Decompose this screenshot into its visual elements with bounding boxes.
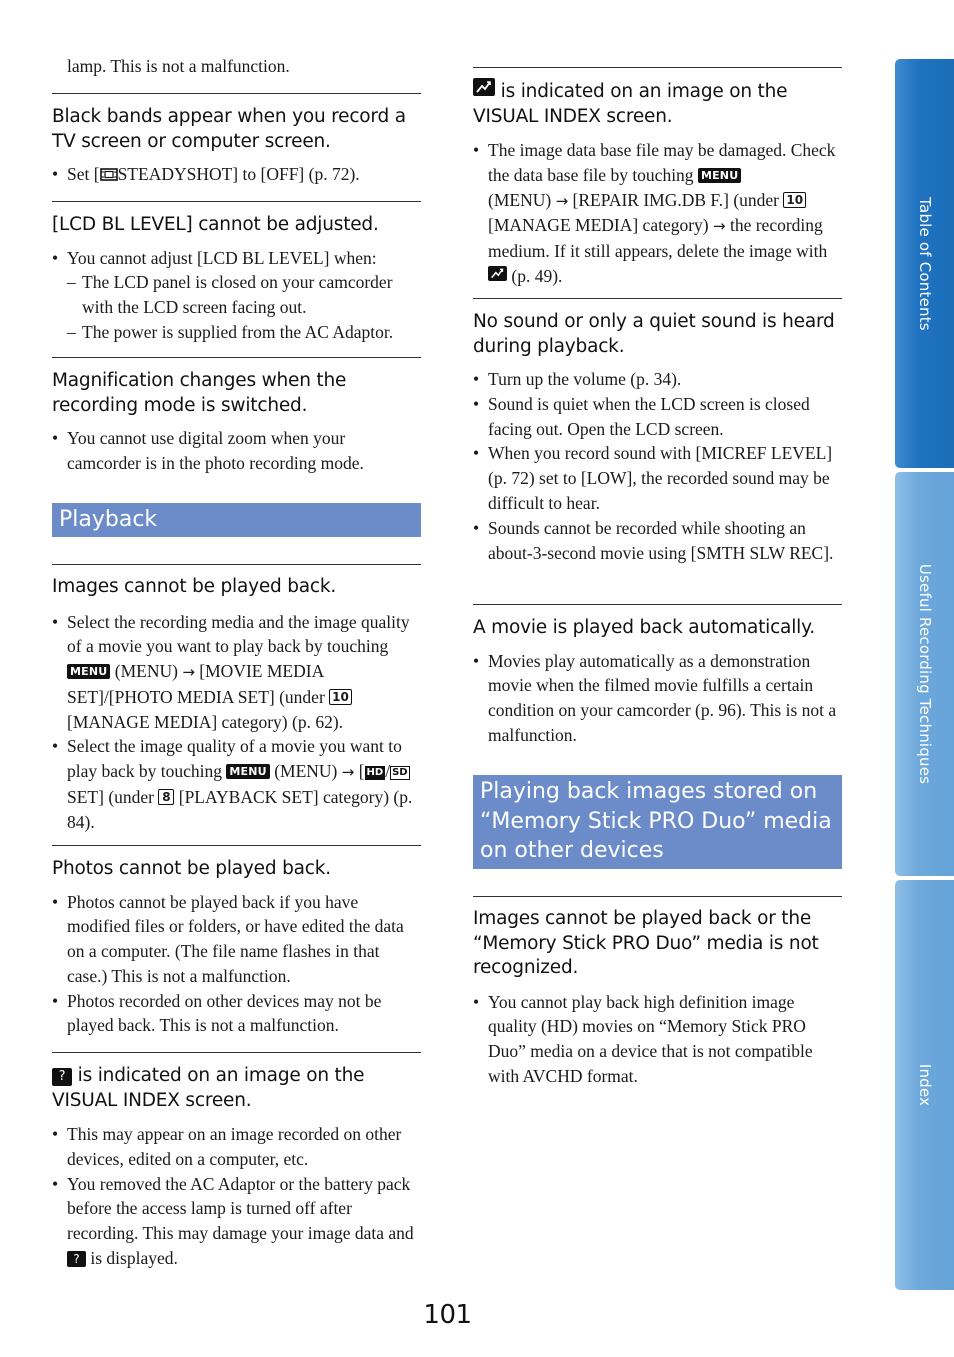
- section-heading: Images cannot be played back.: [52, 576, 337, 597]
- section-images-cannot-play: [52, 564, 421, 835]
- list-item: [52, 246, 421, 345]
- list-item: [52, 162, 421, 187]
- tab-useful-recording-techniques[interactable]: [895, 472, 954, 876]
- tab-label: Table of Contents: [915, 196, 934, 331]
- bullet-list: [52, 162, 421, 187]
- list-item: – The LCD panel is closed on your camcorder with the LCD screen facing out.: [67, 270, 421, 320]
- section-heading: [473, 78, 842, 129]
- text: [MOVIE MEDIA SET]/[PHOTO MEDIA SET] (under: [67, 661, 330, 707]
- dash-list: [52, 270, 421, 344]
- section-heading: Black bands appear when you record a TV screen or computer screen.: [52, 106, 406, 152]
- steadyshot-film-icon: [100, 168, 118, 181]
- text: STEADYSHOT] to [OFF] (p. 72).: [117, 164, 360, 184]
- text: /: [385, 761, 391, 782]
- section-heading: Magnification changes when the recording mode is switched.: [52, 370, 347, 416]
- bullet-list: [52, 426, 421, 476]
- tab-label: Useful Recording Techniques: [915, 563, 934, 785]
- section-heading: Photos cannot be played back.: [52, 858, 331, 879]
- bullet-list: [52, 890, 421, 1039]
- text: The image data base file may be damaged. Check the data base file by touching: [488, 140, 836, 185]
- text: [REPAIR IMG.DB F.] (under: [568, 189, 784, 210]
- hd-quality-icon: HD: [366, 767, 384, 779]
- section-memory-stick-not-recognized: [473, 896, 842, 1089]
- text: You cannot adjust [LCD BL LEVEL] when:: [67, 247, 377, 268]
- section-heading: Images cannot be played back or the “Memory Stick PRO Duo” media is not recognized.: [473, 908, 819, 978]
- text: the recording medium. If it still appears, delete the image with: [488, 215, 828, 262]
- playback-section-band: Playback: [52, 503, 421, 537]
- list-item: • When you record sound with [MICREF LEVEL] (p. 72) set to [LOW], the recorded sound may be difficult to hear.: [473, 441, 842, 515]
- menu-icon: MENU: [698, 168, 741, 183]
- bullet-list: [473, 990, 842, 1089]
- text: is displayed.: [86, 1247, 178, 1268]
- section-heading: A movie is played back automatically.: [473, 617, 815, 638]
- list-item: • Movies play automatically as a demonstration movie when the filmed movie fulfills a certain condition on your camcorder (p. 96). This is not a malfunction.: [473, 649, 842, 748]
- text: SET] (under: [67, 787, 159, 808]
- section-broken-image-icon: [473, 67, 842, 289]
- tab-label: Index: [915, 1063, 934, 1107]
- manage-media-category-icon: 10: [329, 689, 352, 705]
- list-item: • You cannot play back high definition image quality (HD) movies on “Memory Stick PRO Duo” media on a device that is not compatible with AVCHD format.: [473, 990, 842, 1089]
- text: is indicated on an image on the VISUAL INDEX screen.: [52, 1065, 365, 1111]
- other-devices-section-band: Playing back images stored on “Memory Stick PRO Duo” media on other devices: [473, 775, 842, 869]
- list-item: • Turn up the volume (p. 34).: [473, 367, 842, 392]
- sd-quality-icon: SD: [392, 767, 408, 779]
- text: Select the recording media and the image quality of a movie you want to play back by touching: [67, 611, 410, 657]
- text: (MENU): [269, 761, 342, 782]
- question-mark-icon: ?: [67, 1251, 86, 1267]
- playback-set-category-icon: 8: [158, 789, 174, 805]
- section-heading: No sound or only a quiet sound is heard during playback.: [473, 311, 835, 357]
- section-magnification: [52, 357, 421, 476]
- section-heading: [LCD BL LEVEL] cannot be adjusted.: [52, 214, 379, 235]
- section-black-bands: [52, 93, 421, 187]
- list-item: – The power is supplied from the AC Adaptor.: [67, 320, 421, 345]
- text: [MANAGE MEDIA] category): [488, 215, 714, 236]
- arrow-right-icon: →: [182, 663, 195, 682]
- menu-icon: MENU: [226, 764, 269, 779]
- text: Set [: [67, 164, 100, 184]
- list-item: • Sounds cannot be recorded while shooting an about-3-second movie using [SMTH SLW REC].: [473, 516, 842, 566]
- list-item: • This may appear on an image recorded on other devices, edited on a computer, etc.: [52, 1122, 421, 1172]
- continued-text: [52, 54, 421, 79]
- section-heading: [52, 1064, 421, 1113]
- broken-image-icon: [488, 266, 507, 281]
- section-photos-cannot-play: [52, 845, 421, 1038]
- arrow-right-icon: →: [555, 191, 569, 210]
- list-item: • Photos recorded on other devices may not be played back. This is not a malfunction.: [52, 989, 421, 1039]
- arrow-right-icon: →: [713, 217, 726, 236]
- text: [: [354, 761, 365, 782]
- bullet-list: [473, 649, 842, 748]
- section-question-icon: [52, 1052, 421, 1271]
- broken-image-icon: [473, 78, 495, 96]
- continued-text-line: lamp. This is not a malfunction.: [67, 56, 290, 76]
- bullet-list: [52, 1122, 421, 1271]
- text: is indicated on an image on the VISUAL INDEX screen.: [473, 81, 788, 127]
- bullet-list: [52, 246, 421, 345]
- text: (MENU): [110, 661, 183, 682]
- list-item: [52, 610, 421, 735]
- text: (MENU): [488, 189, 556, 210]
- question-mark-icon: ?: [52, 1068, 72, 1086]
- menu-icon: MENU: [67, 664, 110, 679]
- page-number: 101: [423, 1300, 472, 1330]
- tab-table-of-contents[interactable]: [895, 59, 954, 468]
- section-lcd-bl-level: [52, 201, 421, 345]
- manage-media-category-icon: 10: [783, 192, 806, 208]
- section-no-sound: [473, 298, 842, 565]
- text: [PLAYBACK SET] category) (p. 84).: [67, 787, 413, 832]
- bullet-list: [473, 367, 842, 565]
- bullet-list: [473, 138, 842, 289]
- text: (p. 49).: [507, 265, 563, 286]
- text: You removed the AC Adaptor or the battery pack before the access lamp is turned off after recording. This may damage your image data and: [67, 1173, 414, 1244]
- list-item: [52, 734, 421, 834]
- list-item: • You cannot use digital zoom when your camcorder is in the photo recording mode.: [52, 426, 421, 476]
- arrow-right-icon: →: [341, 763, 355, 782]
- text: [MANAGE MEDIA] category) (p. 62).: [67, 711, 344, 732]
- section-auto-playback: [473, 604, 842, 748]
- tab-index[interactable]: [895, 880, 954, 1290]
- text: Select the image quality of a movie you want to play back by touching: [67, 736, 402, 782]
- list-item: [473, 138, 842, 289]
- list-item: [52, 1172, 421, 1271]
- list-item: • Photos cannot be played back if you have modified files or folders, or have edited the data on a computer. (The file name flashes in that case.) This is not a malfunction.: [52, 890, 421, 989]
- bullet-list: [52, 610, 421, 835]
- list-item: • Sound is quiet when the LCD screen is closed facing out. Open the LCD screen.: [473, 392, 842, 442]
